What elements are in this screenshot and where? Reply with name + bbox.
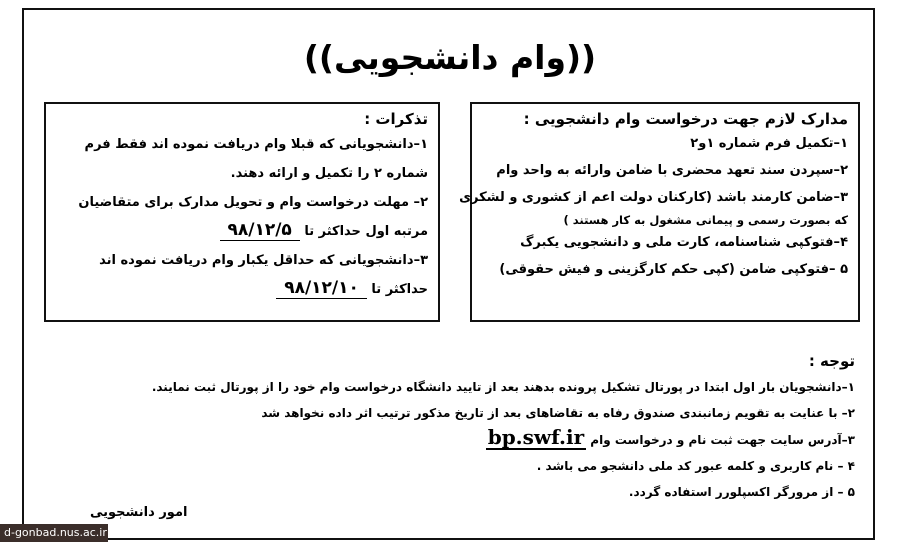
reminders-box xyxy=(44,102,440,322)
requirement-item: ۱–تکمیل فرم شماره ۱و۲ xyxy=(690,136,848,151)
notice-site-label: ۳–آدرس سایت جهت ثبت نام و درخواست وام xyxy=(590,433,855,447)
requirement-item: ۲–سپردن سند تعهد محضری با ضامن وارائه به واحد وام xyxy=(496,163,848,178)
portal-link[interactable]: bp.swf.ir xyxy=(487,425,585,449)
signature: امور دانشجویی xyxy=(90,505,188,520)
first-deadline-date: ۹۸/۱۲/۵ xyxy=(220,220,300,241)
reminder-line: ۲– مهلت درخواست وام و تحویل مدارک برای متقاضیان xyxy=(78,195,428,210)
requirements-heading: مدارک لازم جهت درخواست وام دانشجویی : xyxy=(523,110,848,128)
notice-item: ۴ – نام کاربری و کلمه عبور کد ملی دانشجو می باشد . xyxy=(536,459,855,473)
notice-item: ۱–دانشجویان بار اول ابتدا در پورتال تشکیل پرونده بدهند بعد از تایید دانشگاه درخواست وام خود را از پورتال ثبت نمایند. xyxy=(151,380,855,394)
reminder-line: شماره ۲ را تکمیل و ارائه دهند. xyxy=(230,166,428,181)
site-watermark: d-gonbad.nus.ac.ir xyxy=(0,524,108,542)
page-title: ((وام دانشجویی)) xyxy=(303,38,597,77)
requirement-item: که بصورت رسمی و پیمانی مشغول به کار هستند ) xyxy=(563,213,848,227)
second-deadline-date: ۹۸/۱۲/۱۰ xyxy=(276,278,367,299)
reminder-line: ۱–دانشجویانی که قبلا وام دریافت نموده اند فقط فرم xyxy=(84,137,428,152)
notice-section xyxy=(35,352,855,505)
notice-item: ۲– با عنایت به تقویم زمانبندی صندوق رفاه به تقاضاهای بعد از تاریخ مذکور ترتیب اثر داده نخواهد شد xyxy=(261,406,855,420)
notice-item: ۵ – از مرورگر اکسپلورر استفاده گردد. xyxy=(628,485,855,499)
reminder-line: ۳–دانشجویانی که حداقل یکبار وام دریافت نموده اند xyxy=(99,253,428,268)
reminder-line xyxy=(54,275,428,304)
reminder-deadline-label: حداکثر تا xyxy=(371,282,428,297)
notice-item xyxy=(35,426,855,453)
requirement-item: ۳–ضامن کارمند باشد (کارکنان دولت اعم از کشوری و لشکری xyxy=(459,190,848,205)
reminders-heading: تذکرات : xyxy=(364,110,428,128)
reminder-line xyxy=(54,217,428,246)
requirement-item: ۵ –فتوکپی ضامن (کپی حکم کارگزینی و فیش حقوقی) xyxy=(499,262,848,277)
requirement-item: ۴–فتوکپی شناسنامه، کارت ملی و دانشجویی یکبرگ xyxy=(520,235,848,250)
notice-heading: توجه : xyxy=(808,352,855,370)
requirements-box xyxy=(459,102,860,322)
reminder-deadline-label: مرتبه اول حداکثر تا xyxy=(304,224,428,239)
